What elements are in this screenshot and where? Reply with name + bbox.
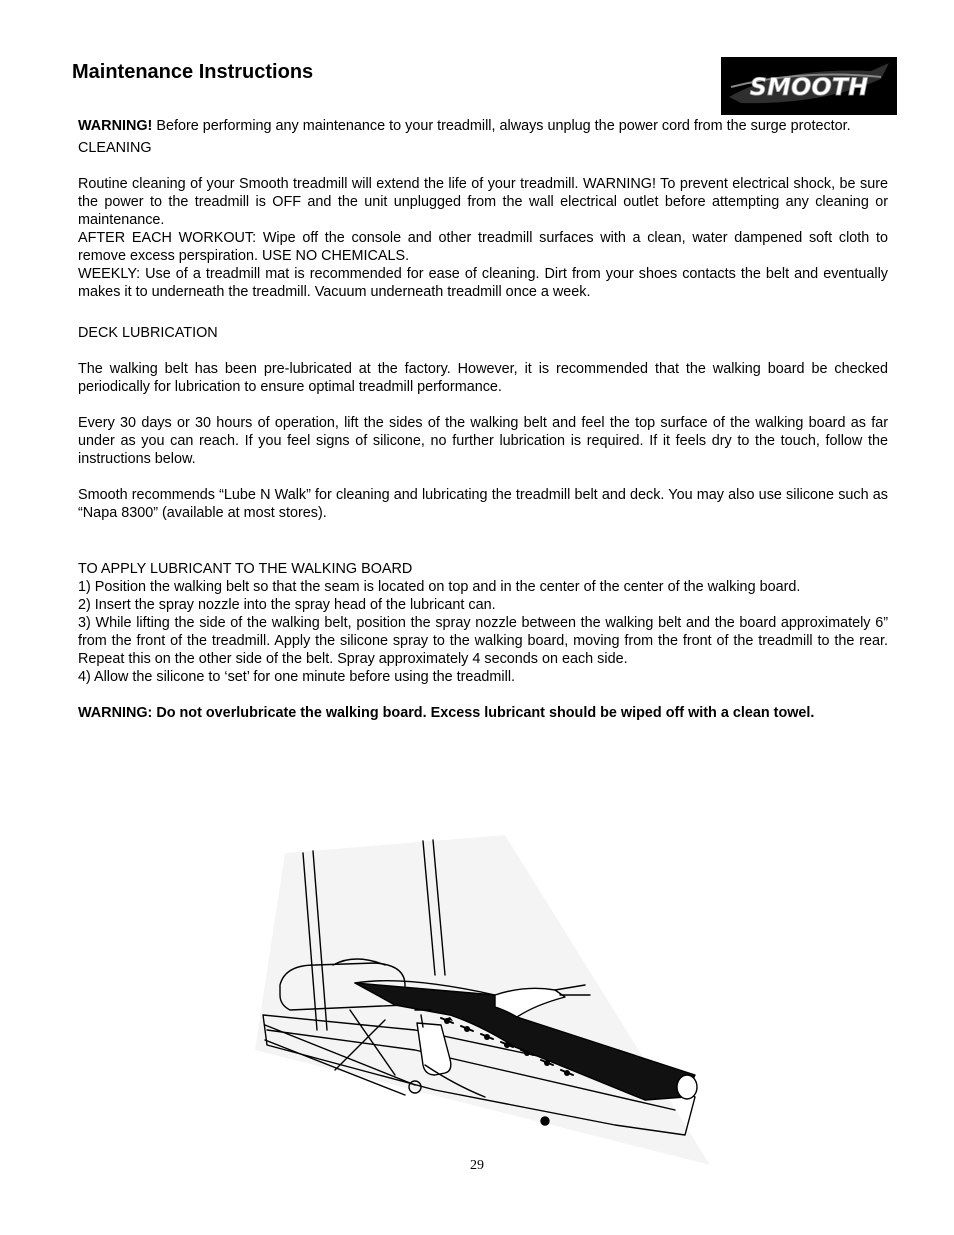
page-title: Maintenance Instructions [72,61,314,83]
weekly-paragraph: WEEKLY: Use of a treadmill mat is recommended for ease of cleaning. Dirt from your shoes contacts the belt and eventually makes it to underneath the treadmill. Vacuum underneath treadmill once a week. [78,266,888,300]
after-workout-paragraph: AFTER EACH WORKOUT: Wipe off the console and other treadmill surfaces with a clean, water dampened soft cloth to remove excess perspiration. USE NO CHEMICALS. [78,230,888,264]
step-1: 1) Position the walking belt so that the seam is located on top and in the center of the center of the walking board. [78,579,801,595]
cleaning-paragraph: Routine cleaning of your Smooth treadmill will extend the life of your treadmill. WARNING! To prevent electrical shock, be sure the power to the treadmill is OFF and the unit unplugged from the wall electrical outlet before attempting any cleaning or maintenance. [78,176,888,228]
pre-lubricated-paragraph: The walking belt has been pre-lubricated at the factory. However, it is recommended that the walking board be checked periodically for lubrication to ensure optimal treadmill performance. [78,361,888,395]
final-warning: WARNING: Do not overlubricate the walking board. Excess lubricant should be wiped off with a clean towel. [78,705,815,721]
instructions-body [78,117,888,722]
step-4: 4) Allow the silicone to ‘set’ for one minute before using the treadmill. [78,669,516,685]
svg-text:SMOOTH: SMOOTH [749,73,869,101]
cleaning-heading: CLEANING [78,140,152,156]
step-2: 2) Insert the spray nozzle into the spray head of the lubricant can. [78,597,496,613]
recommended-lubricant-paragraph: Smooth recommends “Lube N Walk” for cleaning and lubricating the treadmill belt and deck. You may also use silicone such as “Napa 8300” (available at most stores). [78,487,888,521]
treadmill-illustration [255,835,710,1165]
apply-heading: TO APPLY LUBRICANT TO THE WALKING BOARD [78,561,413,577]
step-3: 3) While lifting the side of the walking belt, position the spray nozzle between the walking belt and the board approximately 6” from the front of the treadmill. Apply the silicone spray to the walking board, moving from the front of the treadmill to the rear. Repeat this on the other side of the belt. Spray approximately 4 seconds on each side. [78,615,888,667]
warning-lead: WARNING! [78,118,153,134]
deck-lubrication-heading: DECK LUBRICATION [78,325,218,341]
warning-text: Before performing any maintenance to your treadmill, always unplug the power cord from the surge protector. [152,118,851,134]
periodic-check-paragraph: Every 30 days or 30 hours of operation, lift the sides of the walking belt and feel the top surface of the walking board as far under as you can reach. If you feel signs of silicone, no further lubrication is required. If it feels dry to the touch, follow the instructions below. [78,415,888,467]
smooth-logo [721,57,897,115]
warning-intro [78,117,888,135]
page-number: 29 [470,1158,484,1173]
